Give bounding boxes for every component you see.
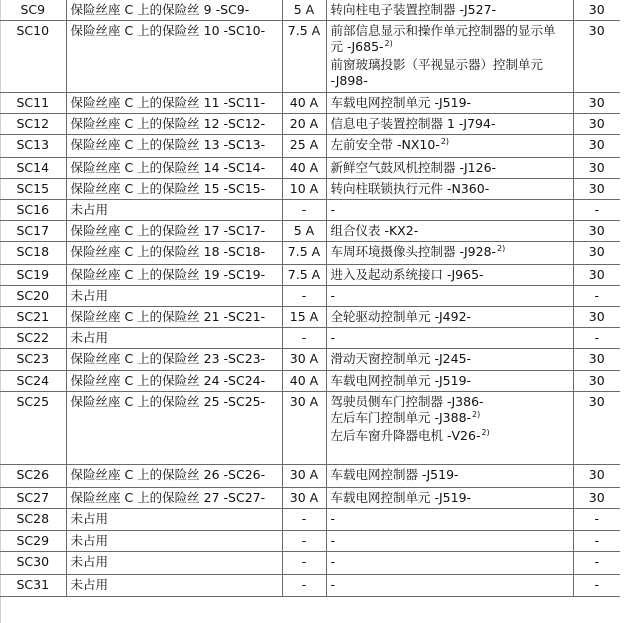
- terminal-cell: -: [573, 286, 620, 307]
- component-text: 滑动天窗控制单元 -J245-: [330, 351, 472, 366]
- fuse-rating-cell: 30 A: [282, 349, 326, 371]
- table-row: [0, 200, 640, 221]
- fuse-id-cell: SC24: [0, 371, 66, 392]
- fuse-description-cell: 未占用: [66, 286, 282, 307]
- fuse-id-cell: SC13: [0, 135, 66, 158]
- fuse-id-cell: SC22: [0, 328, 66, 349]
- component-cell: [326, 465, 573, 488]
- fuse-rating-cell: -: [282, 328, 326, 349]
- fuse-rating-cell: 7.5 A: [282, 242, 326, 265]
- table-row: [0, 179, 640, 200]
- terminal-cell: -: [573, 575, 620, 597]
- fuse-description-cell: 保险丝座 C 上的保险丝 13 -SC13-: [66, 135, 282, 158]
- table-row: [0, 114, 640, 135]
- component-line: [331, 223, 569, 239]
- footnote-marker: 2): [472, 410, 481, 419]
- fuse-description-cell: 保险丝座 C 上的保险丝 21 -SC21-: [66, 307, 282, 328]
- component-text: 车载电网控制单元 -J519-: [330, 490, 472, 505]
- component-line: [331, 137, 569, 155]
- component-text: 组合仪表 -KX2-: [330, 223, 419, 238]
- fuse-id-cell: SC12: [0, 114, 66, 135]
- fuse-rating-cell: 7.5 A: [282, 21, 326, 93]
- component-text: 前部信息显示和操作单元控制器的显示单: [330, 23, 556, 38]
- fuse-description-cell: 保险丝座 C 上的保险丝 19 -SC19-: [66, 265, 282, 286]
- component-text: 左前安全带 -NX10-: [330, 137, 440, 152]
- component-line: [331, 73, 569, 89]
- fuse-rating-cell: 7.5 A: [282, 265, 326, 286]
- component-line: [331, 202, 569, 218]
- fuse-description-cell: 未占用: [66, 200, 282, 221]
- row-margin: [620, 135, 640, 158]
- component-line: [331, 467, 569, 483]
- table-row: [0, 158, 640, 179]
- row-margin: [620, 242, 640, 265]
- table-row: [0, 21, 640, 93]
- row-margin: [620, 21, 640, 93]
- row-margin: [620, 371, 640, 392]
- fuse-id-cell: SC14: [0, 158, 66, 179]
- component-line: [331, 373, 569, 389]
- table-row: [0, 221, 640, 242]
- fuse-description-cell: 保险丝座 C 上的保险丝 26 -SC26-: [66, 465, 282, 488]
- component-line: [331, 490, 569, 506]
- component-text: 左后车窗升降器电机 -V26-: [330, 428, 481, 443]
- component-line: [331, 351, 569, 367]
- component-text: 驾驶员侧车门控制器 -J386-: [330, 394, 484, 409]
- fuse-rating-cell: -: [282, 575, 326, 597]
- component-line: [331, 554, 569, 570]
- component-cell: [326, 488, 573, 509]
- component-cell: [326, 552, 573, 575]
- row-margin: [620, 307, 640, 328]
- fuse-id-cell: SC20: [0, 286, 66, 307]
- fuse-description-cell: 未占用: [66, 531, 282, 552]
- fuse-description-cell: 未占用: [66, 552, 282, 575]
- component-cell: [326, 286, 573, 307]
- fuse-id-cell: SC23: [0, 349, 66, 371]
- fuse-rating-cell: -: [282, 286, 326, 307]
- terminal-cell: 30: [573, 265, 620, 286]
- fuse-rating-cell: 30 A: [282, 465, 326, 488]
- component-cell: [326, 392, 573, 465]
- fuse-description-cell: 未占用: [66, 509, 282, 531]
- component-text: 车载电网控制单元 -J519-: [330, 373, 472, 388]
- component-text: 车载电网控制单元 -J519-: [330, 95, 472, 110]
- component-text: -J898-: [330, 73, 368, 88]
- component-cell: [326, 242, 573, 265]
- component-text: -: [330, 202, 336, 217]
- fuse-rating-cell: 30 A: [282, 392, 326, 465]
- row-margin: [620, 465, 640, 488]
- component-cell: [326, 371, 573, 392]
- fuse-rating-cell: -: [282, 200, 326, 221]
- component-text: 全轮驱动控制单元 -J492-: [330, 309, 472, 324]
- row-margin: [620, 328, 640, 349]
- fuse-description-cell: 保险丝座 C 上的保险丝 23 -SC23-: [66, 349, 282, 371]
- terminal-cell: 30: [573, 158, 620, 179]
- terminal-cell: -: [573, 328, 620, 349]
- fuse-description-cell: 保险丝座 C 上的保险丝 25 -SC25-: [66, 392, 282, 465]
- fuse-rating-cell: 5 A: [282, 221, 326, 242]
- row-margin: [620, 575, 640, 597]
- table-row: [0, 552, 640, 575]
- component-line: [331, 428, 569, 446]
- component-line: [331, 309, 569, 325]
- component-cell: [326, 0, 573, 21]
- row-margin: [620, 392, 640, 465]
- component-line: [331, 410, 569, 428]
- terminal-cell: -: [573, 531, 620, 552]
- footnote-marker: 2): [497, 244, 506, 253]
- fuse-id-cell: SC15: [0, 179, 66, 200]
- component-cell: [326, 307, 573, 328]
- fuse-description-cell: 保险丝座 C 上的保险丝 27 -SC27-: [66, 488, 282, 509]
- component-cell: [326, 531, 573, 552]
- row-margin: [620, 265, 640, 286]
- component-line: [331, 288, 569, 304]
- component-line: [331, 95, 569, 111]
- terminal-cell: -: [573, 509, 620, 531]
- row-margin: [620, 158, 640, 179]
- terminal-cell: 30: [573, 392, 620, 465]
- component-line: [331, 181, 569, 197]
- fuse-description-cell: 保险丝座 C 上的保险丝 11 -SC11-: [66, 93, 282, 114]
- fuse-id-cell: SC21: [0, 307, 66, 328]
- fuse-description-cell: 保险丝座 C 上的保险丝 24 -SC24-: [66, 371, 282, 392]
- row-margin: [620, 114, 640, 135]
- component-line: [331, 39, 569, 57]
- component-text: -: [330, 511, 336, 526]
- fuse-rating-cell: 10 A: [282, 179, 326, 200]
- row-margin: [620, 0, 640, 21]
- fuse-rating-cell: 40 A: [282, 93, 326, 114]
- terminal-cell: 30: [573, 179, 620, 200]
- terminal-cell: 30: [573, 488, 620, 509]
- component-text: -: [330, 554, 336, 569]
- table-row: [0, 575, 640, 597]
- terminal-cell: 30: [573, 0, 620, 21]
- table-row: [0, 328, 640, 349]
- fuse-description-cell: 保险丝座 C 上的保险丝 14 -SC14-: [66, 158, 282, 179]
- terminal-cell: -: [573, 200, 620, 221]
- table-row: [0, 371, 640, 392]
- table-row: [0, 531, 640, 552]
- fuse-id-cell: SC10: [0, 21, 66, 93]
- fuse-rating-cell: -: [282, 552, 326, 575]
- fuse-id-cell: SC28: [0, 509, 66, 531]
- component-line: [331, 533, 569, 549]
- component-text: 转向柱电子装置控制器 -J527-: [330, 2, 497, 17]
- fuse-rating-cell: 25 A: [282, 135, 326, 158]
- terminal-cell: 30: [573, 371, 620, 392]
- component-line: [331, 160, 569, 176]
- row-margin: [620, 349, 640, 371]
- component-text: -: [330, 288, 336, 303]
- component-text: 元 -J685-: [330, 39, 384, 54]
- row-margin: [620, 200, 640, 221]
- component-text: 信息电子装置控制器 1 -J794-: [330, 116, 496, 131]
- terminal-cell: 30: [573, 349, 620, 371]
- component-cell: [326, 158, 573, 179]
- fuse-id-cell: SC16: [0, 200, 66, 221]
- fuse-id-cell: SC11: [0, 93, 66, 114]
- row-margin: [620, 221, 640, 242]
- component-text: 新鲜空气鼓风机控制器 -J126-: [330, 160, 497, 175]
- component-cell: [326, 93, 573, 114]
- row-margin: [620, 488, 640, 509]
- component-line: [331, 330, 569, 346]
- component-line: [331, 267, 569, 283]
- footnote-marker: 2): [440, 137, 450, 146]
- footnote-marker: 2): [384, 39, 393, 48]
- fuse-description-cell: 保险丝座 C 上的保险丝 15 -SC15-: [66, 179, 282, 200]
- component-line: [331, 116, 569, 132]
- component-text: 进入及起动系统接口 -J965-: [330, 267, 484, 282]
- component-cell: [326, 200, 573, 221]
- fuse-rating-cell: 30 A: [282, 488, 326, 509]
- fuse-rating-cell: 15 A: [282, 307, 326, 328]
- component-text: -: [330, 330, 336, 345]
- fuse-description-cell: 保险丝座 C 上的保险丝 12 -SC12-: [66, 114, 282, 135]
- fuse-id-cell: SC19: [0, 265, 66, 286]
- terminal-cell: 30: [573, 221, 620, 242]
- component-cell: [326, 114, 573, 135]
- component-text: -: [330, 577, 336, 592]
- fuse-rating-cell: 40 A: [282, 158, 326, 179]
- component-cell: [326, 328, 573, 349]
- component-text: -: [330, 533, 336, 548]
- row-margin: [620, 552, 640, 575]
- fuse-id-cell: SC27: [0, 488, 66, 509]
- component-cell: [326, 21, 573, 93]
- fuse-description-cell: 保险丝座 C 上的保险丝 10 -SC10-: [66, 21, 282, 93]
- table-row: [0, 242, 640, 265]
- fuse-id-cell: SC18: [0, 242, 66, 265]
- component-line: [331, 511, 569, 527]
- fuse-rating-cell: -: [282, 509, 326, 531]
- fuse-rating-cell: 40 A: [282, 371, 326, 392]
- terminal-cell: 30: [573, 465, 620, 488]
- component-text: 前窗玻璃投影（平视显示器）控制单元: [330, 57, 544, 72]
- component-line: [331, 57, 569, 73]
- component-line: [331, 2, 569, 18]
- component-cell: [326, 575, 573, 597]
- component-text: 车载电网控制器 -J519-: [330, 467, 459, 482]
- fuse-id-cell: SC17: [0, 221, 66, 242]
- component-line: [331, 23, 569, 39]
- table-row: [0, 135, 640, 158]
- fuse-rating-cell: 20 A: [282, 114, 326, 135]
- component-cell: [326, 221, 573, 242]
- table-row: [0, 465, 640, 488]
- table-row: [0, 349, 640, 371]
- table-row: [0, 286, 640, 307]
- component-cell: [326, 135, 573, 158]
- component-line: [331, 244, 569, 262]
- terminal-cell: 30: [573, 114, 620, 135]
- fuse-description-cell: 未占用: [66, 575, 282, 597]
- fuse-id-cell: SC25: [0, 392, 66, 465]
- fuse-description-cell: 保险丝座 C 上的保险丝 9 -SC9-: [66, 0, 282, 21]
- row-margin: [620, 179, 640, 200]
- component-cell: [326, 509, 573, 531]
- component-cell: [326, 179, 573, 200]
- fuse-description-cell: 未占用: [66, 328, 282, 349]
- row-margin: [620, 286, 640, 307]
- row-margin: [620, 531, 640, 552]
- fuse-description-cell: 保险丝座 C 上的保险丝 18 -SC18-: [66, 242, 282, 265]
- table-row: [0, 0, 640, 21]
- fuse-description-cell: 保险丝座 C 上的保险丝 17 -SC17-: [66, 221, 282, 242]
- terminal-cell: -: [573, 552, 620, 575]
- component-line: [331, 577, 569, 593]
- fuse-id-cell: SC26: [0, 465, 66, 488]
- terminal-cell: 30: [573, 21, 620, 93]
- fuse-id-cell: SC29: [0, 531, 66, 552]
- fuse-rating-cell: -: [282, 531, 326, 552]
- footnote-marker: 2): [481, 428, 490, 437]
- table-row: [0, 392, 640, 465]
- component-cell: [326, 265, 573, 286]
- terminal-cell: 30: [573, 307, 620, 328]
- table-row: [0, 488, 640, 509]
- fuse-id-cell: SC31: [0, 575, 66, 597]
- fuse-id-cell: SC9: [0, 0, 66, 21]
- component-text: 左后车门控制单元 -J388-: [330, 410, 472, 425]
- table-row: [0, 307, 640, 328]
- row-margin: [620, 509, 640, 531]
- fuse-id-cell: SC30: [0, 552, 66, 575]
- table-row: [0, 509, 640, 531]
- component-text: 车周环境摄像头控制器 -J928-: [330, 244, 497, 259]
- fuse-rating-cell: 5 A: [282, 0, 326, 21]
- row-margin: [620, 93, 640, 114]
- component-text: 转向柱联锁执行元件 -N360-: [330, 181, 490, 196]
- terminal-cell: 30: [573, 242, 620, 265]
- component-line: [331, 394, 569, 410]
- component-cell: [326, 349, 573, 371]
- terminal-cell: 30: [573, 135, 620, 158]
- table-row: [0, 93, 640, 114]
- terminal-cell: 30: [573, 93, 620, 114]
- table-row: [0, 265, 640, 286]
